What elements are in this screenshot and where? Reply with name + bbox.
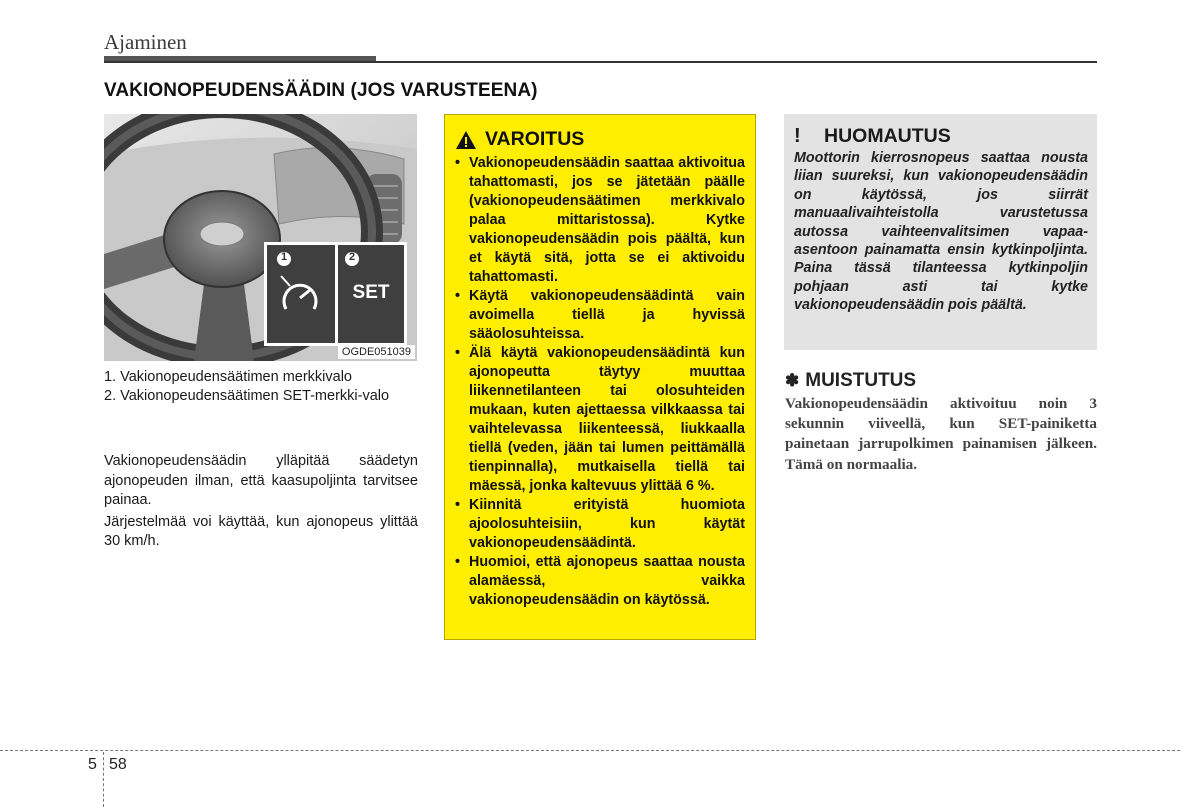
caution-title: [794, 125, 1088, 148]
caution-body: Moottorin kierrosnopeus saattaa nousta liian suureksi, kun vakionopeudensäädin on käytössä, jos siirrät manuaalivaihteistolla varustetussa autossa vaihteenvalitsimen vapaa-asentoon painamatta ensin kytkinpoljinta. Paina tässä tilanteessa kytkinpoljin pohjaan asti tai kytke vakionopeudensäädin pois päältä.: [794, 150, 1088, 314]
warning-box: [444, 114, 756, 640]
warning-item: • Käytä vakionopeudensäädintä vain avoimella tiellä ja hyvissä sääolosuhteissa.: [455, 287, 745, 344]
note-title: [785, 370, 1097, 392]
warning-title: [455, 128, 745, 151]
warning-item: • Huomioi, että ajonopeus saattaa nousta alamäessä, vaikka vakionopeudensäädin on käytössä.: [455, 553, 745, 610]
figure-number-2: 2: [348, 251, 356, 263]
footer-divider: [103, 752, 104, 807]
warning-item: • Vakionopeudensäädin saattaa aktivoitua tahattomasti, jos se jätetään päälle (vakionopeudensäätimen merkkivalo palaa mittaristossa). Kytke vakionopeudensäädin pois päältä, kun et käytä sitä, jotta se ei aktivoidu tahattomasti.: [455, 154, 745, 287]
body-paragraph: Vakionopeudensäädin ylläpitää säädetyn ajonopeuden ilman, että kaasupoljinta tarvitsee painaa.: [104, 453, 418, 509]
note-section: [785, 370, 1097, 475]
caution-title-text: HUOMAUTUS: [824, 125, 951, 147]
warning-list: [455, 154, 745, 610]
warning-item: • Älä käytä vakionopeudensäädintä kun ajonopeutta täytyy muuttaa liikennetilanteen tai olosuhteiden mukaan, kuten ajettaessa vilkkaassa tai vaihtelevassa liikenteessä, liukkaalla tiellä (veden, jään tai lumen peittämällä tienpinnalla), mutkaisella tiellä tai mäessä, jonka kaltevuus ylittää 6 %.: [455, 344, 745, 496]
asterisk-icon: ✽: [785, 371, 800, 390]
page-title: VAKIONOPEUDENSÄÄDIN (JOS VARUSTEENA): [104, 80, 538, 101]
steering-wheel-illustration: [104, 114, 417, 361]
warning-title-text: VAROITUS: [485, 128, 585, 150]
caution-box: [784, 114, 1097, 350]
warning-triangle-icon: [455, 130, 477, 150]
set-button-label: SET: [352, 282, 390, 303]
figure-captions: [104, 368, 418, 406]
section-header: Ajaminen: [104, 30, 187, 54]
body-text: [104, 452, 418, 554]
body-paragraph: Järjestelmää voi käyttää, kun ajonopeus ylittää 30 km/h.: [104, 513, 418, 550]
steering-wheel-figure: [104, 114, 417, 361]
figure-number-1: 1: [280, 251, 288, 263]
page-number: 58: [109, 756, 127, 773]
chapter-number: 5: [88, 756, 97, 773]
figure-code: OGDE051039: [338, 345, 415, 359]
warning-item: • Kiinnitä erityistä huomiota ajoolosuhteisiin, kun käytät vakionopeudensäädintä.: [455, 496, 745, 553]
note-title-text: MUISTUTUS: [805, 370, 917, 391]
note-body: Vakionopeudensäädin aktivoituu noin 3 sekunnin viiveellä, kun SET-painiketta painetaan jarrupolkimen painamisen jälkeen. Tämä on normaalia.: [785, 395, 1097, 473]
exclamation-icon: !: [794, 125, 801, 147]
caption-item: 2. Vakionopeudensäätimen SET-merkki-valo: [104, 388, 390, 404]
header-rule: [104, 61, 1097, 63]
caption-item: 1. Vakionopeudensäätimen merkkivalo: [104, 369, 352, 385]
footer-rule: [0, 750, 1180, 751]
